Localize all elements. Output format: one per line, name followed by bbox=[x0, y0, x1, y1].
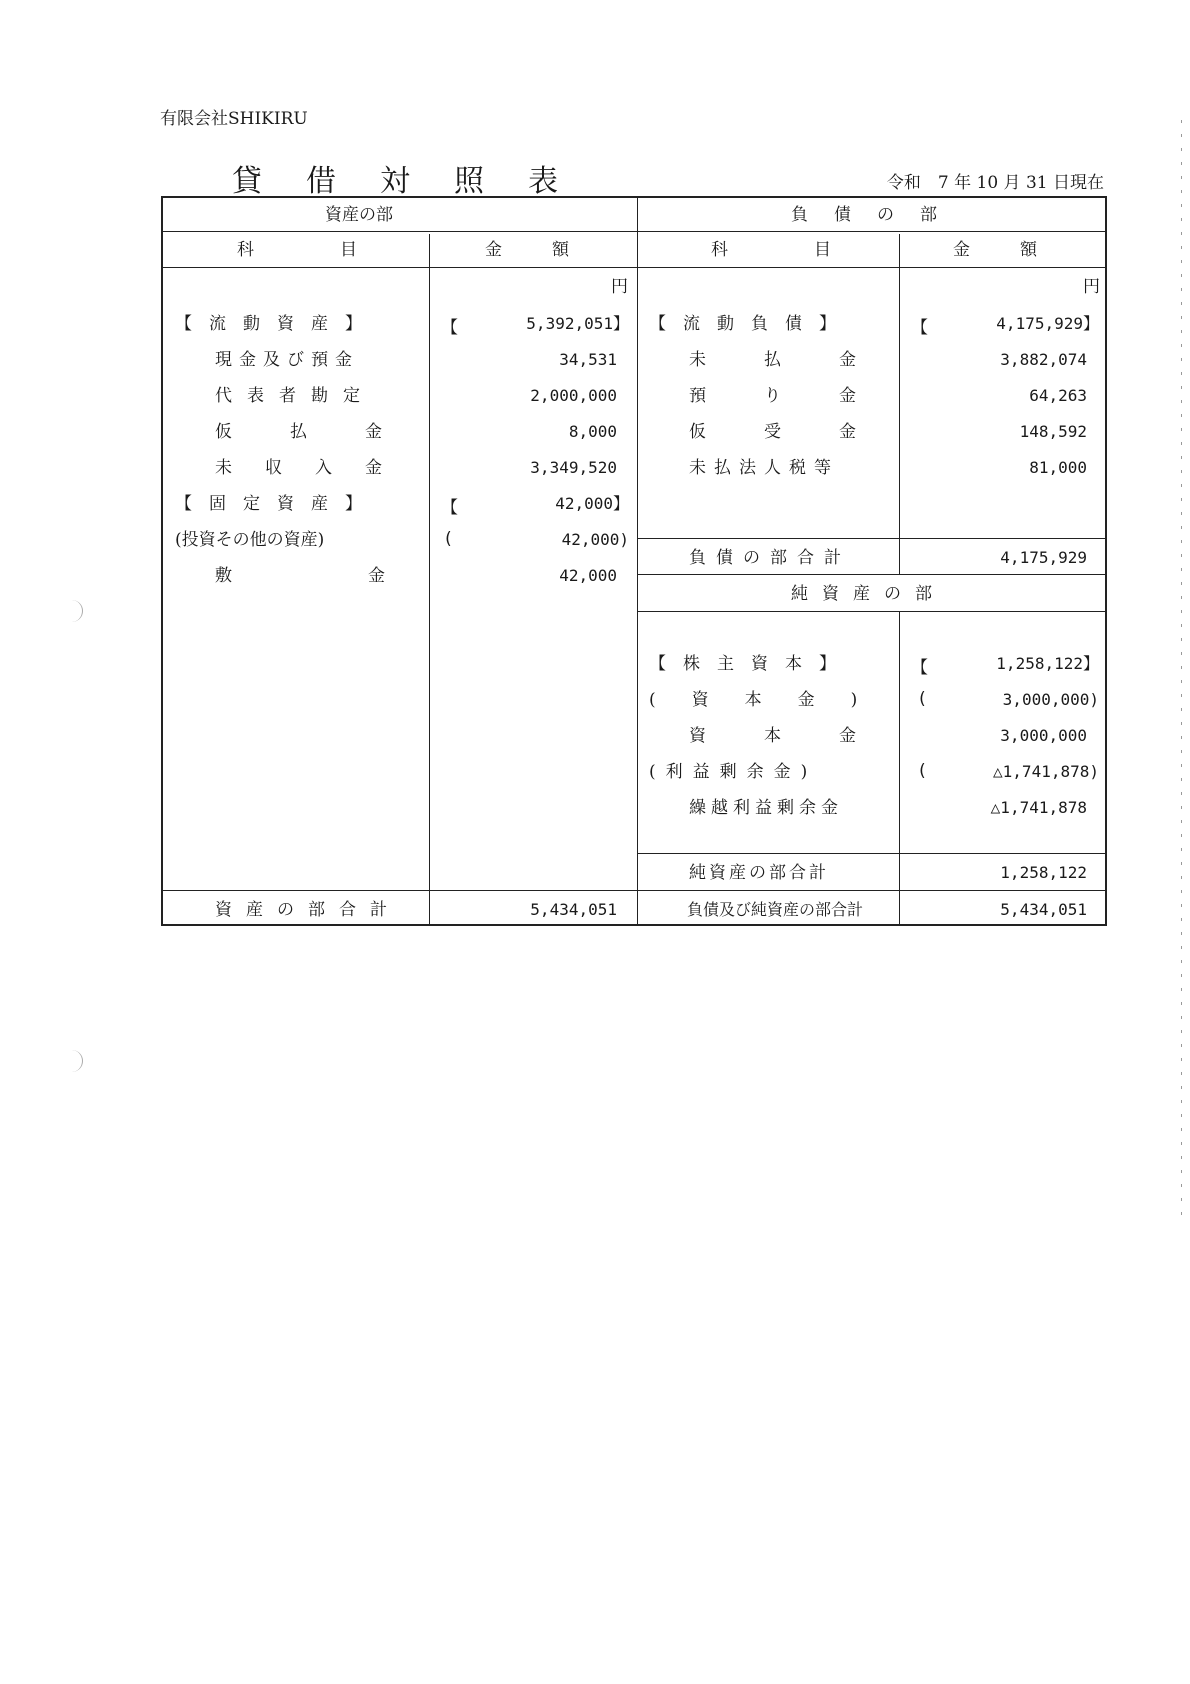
liabilities-section-header: 負債の部 bbox=[791, 205, 963, 225]
liability-row-amount: 148,592 bbox=[1019, 422, 1087, 441]
liability-row-amount: 3,882,074 bbox=[1000, 350, 1087, 369]
net-asset-row-label: 資本金 bbox=[689, 726, 914, 746]
assets-col-item: 科目 bbox=[237, 240, 443, 260]
liabilities-total-label: 負債の部合計 bbox=[689, 548, 851, 568]
liabilities-unit: 円 bbox=[1083, 277, 1100, 297]
net-asset-row-bracket: ( bbox=[917, 761, 928, 781]
asset-row-amount: 3,349,520 bbox=[530, 458, 617, 477]
liability-row-amount: 4,175,929】 bbox=[996, 314, 1099, 333]
net-asset-row-amount: △1,741,878) bbox=[993, 762, 1099, 781]
asset-row-amount: 42,000) bbox=[561, 530, 629, 549]
liabilities-col-amount: 金額 bbox=[953, 240, 1087, 260]
asset-row-amount: 8,000 bbox=[568, 422, 617, 441]
liability-row-bracket: 【 bbox=[911, 318, 928, 338]
balance-sheet-table bbox=[161, 196, 1107, 926]
company-name: 有限会社SHIKIRU bbox=[160, 109, 308, 129]
assets-total-amount: 5,434,051 bbox=[530, 900, 617, 919]
asset-row-label: 未収入金 bbox=[215, 458, 415, 478]
asset-row-amount: 42,000】 bbox=[555, 494, 629, 513]
grand-total-amount: 5,434,051 bbox=[1000, 900, 1087, 919]
net-asset-row-label: 繰越利益剰余金 bbox=[689, 798, 843, 818]
asset-row-label: 【固定資産】 bbox=[175, 494, 379, 514]
as-of-date: 令和 7 年 10 月 31 日現在 bbox=[886, 173, 1104, 193]
asset-row-amount: 42,000 bbox=[559, 566, 617, 585]
asset-row-bracket: ( bbox=[443, 529, 454, 549]
assets-section-header bbox=[325, 205, 481, 225]
liabilities-col-item: 科目 bbox=[711, 240, 917, 260]
asset-row-label: 代表者勘定 bbox=[215, 386, 375, 406]
net-asset-row-label: (資本金) bbox=[649, 690, 894, 710]
asset-row-amount: 34,531 bbox=[559, 350, 617, 369]
document-title: 貸借対照表 bbox=[232, 164, 602, 199]
punch-hole-mark bbox=[72, 1050, 83, 1072]
asset-row-label: (投資その他の資産) bbox=[175, 530, 325, 550]
assets-section-header-text: 資産の部 bbox=[325, 205, 393, 225]
assets-total-label: 資産の部合計 bbox=[215, 900, 401, 920]
net-asset-row-amount: 3,000,000) bbox=[1002, 690, 1099, 709]
net-asset-row-amount: 1,258,122】 bbox=[996, 654, 1099, 673]
liability-row-label: 未払法人税等 bbox=[689, 458, 839, 478]
net-asset-row-label: 【株主資本】 bbox=[649, 654, 853, 674]
assets-col-amount: 金額 bbox=[485, 240, 619, 260]
assets-unit: 円 bbox=[611, 277, 628, 297]
liability-row-label: 未払金 bbox=[689, 350, 914, 370]
net-assets-section-header: 純資産の部 bbox=[791, 584, 946, 604]
asset-row-label: 【流動資産】 bbox=[175, 314, 379, 334]
asset-row-label: 現金及び預金 bbox=[215, 350, 359, 370]
liability-row-amount: 64,263 bbox=[1029, 386, 1087, 405]
liability-row-label: 預り金 bbox=[689, 386, 914, 406]
asset-row-bracket: 【 bbox=[441, 498, 458, 518]
asset-row-bracket: 【 bbox=[441, 318, 458, 338]
asset-row-label: 仮払金 bbox=[215, 422, 440, 442]
net-assets-total-label: 純資産の部合計 bbox=[689, 863, 829, 883]
liability-row-amount: 81,000 bbox=[1029, 458, 1087, 477]
asset-row-amount: 2,000,000 bbox=[530, 386, 617, 405]
net-asset-row-bracket: ( bbox=[917, 689, 928, 709]
net-asset-row-amount: 3,000,000 bbox=[1000, 726, 1087, 745]
asset-row-amount: 5,392,051】 bbox=[526, 314, 629, 333]
net-assets-total-amount: 1,258,122 bbox=[1000, 863, 1087, 882]
punch-hole-mark bbox=[72, 600, 83, 622]
net-asset-row-bracket: 【 bbox=[911, 658, 928, 678]
liability-row-label: 【流動負債】 bbox=[649, 314, 853, 334]
asset-row-label: 敷金 bbox=[215, 566, 521, 586]
net-asset-row-label: (利益剰余金) bbox=[649, 762, 818, 782]
scan-edge-artifact bbox=[1181, 120, 1182, 1220]
grand-total-label: 負債及び純資産の部合計 bbox=[687, 900, 864, 919]
liabilities-total-amount: 4,175,929 bbox=[1000, 548, 1087, 567]
net-asset-row-amount: △1,741,878 bbox=[990, 798, 1087, 817]
liability-row-label: 仮受金 bbox=[689, 422, 914, 442]
